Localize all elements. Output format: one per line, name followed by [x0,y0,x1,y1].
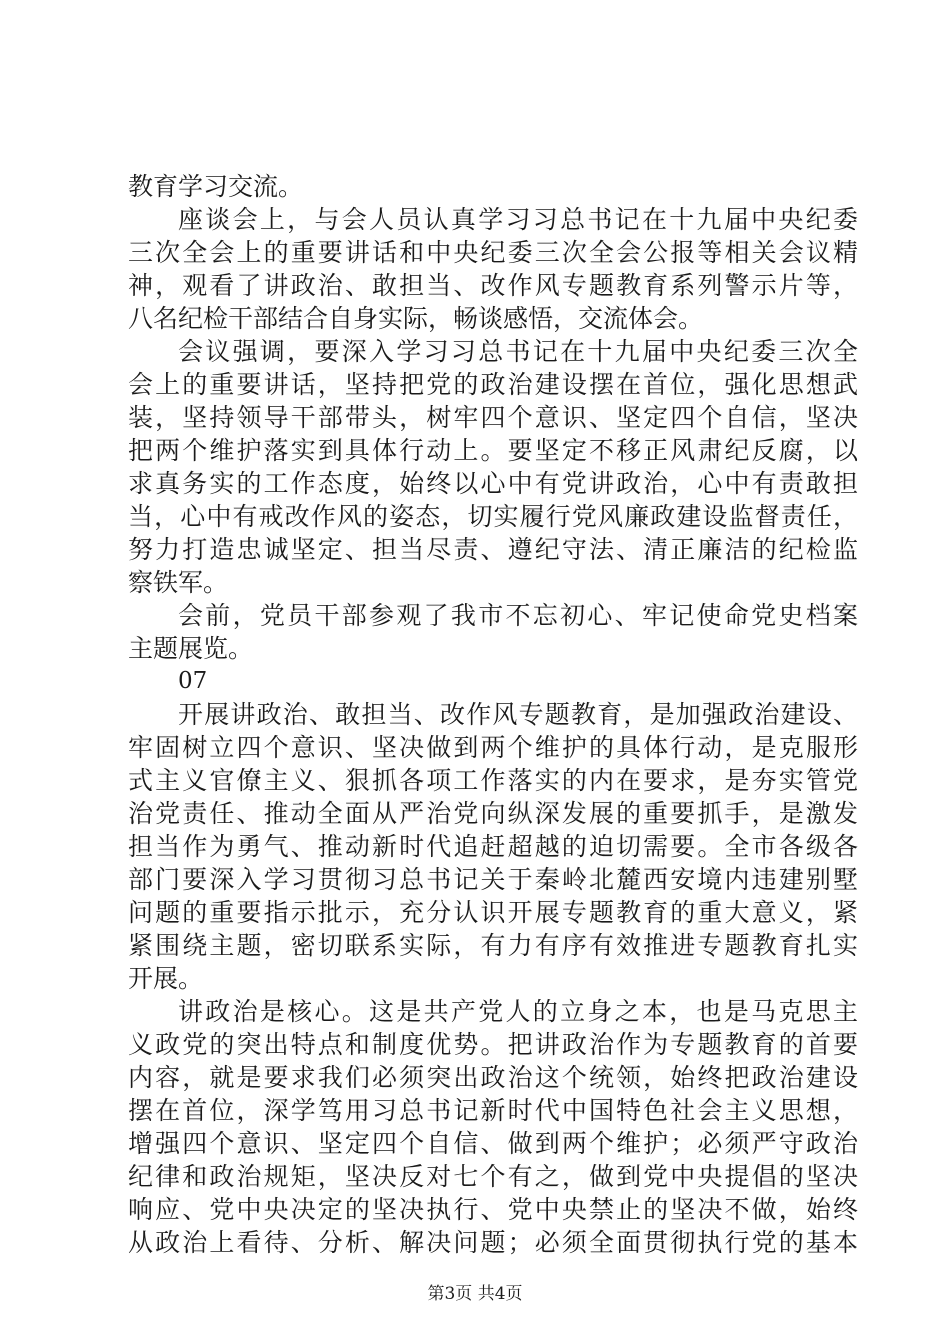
text-line: 紧围绕主题，密切联系实际，有力有序有效推进专题教育扎实 [128,931,858,960]
text-line: 开展。 [128,964,204,993]
text-line: 装，坚持领导干部带头，树牢四个意识、坚定四个自信，坚决 [128,403,858,432]
text-line: 担当作为勇气、推动新时代追赶超越的迫切需要。全市各级各 [128,832,858,861]
page-footer: 第3页 共4页 [427,1284,523,1304]
text-line: 部门要深入学习贯彻习总书记关于秦岭北麓西安境内违建别墅 [128,865,858,894]
text-line: 求真务实的工作态度，始终以心中有党讲政治，心中有责敢担 [128,469,858,498]
text-line: 增强四个意识、坚定四个自信、做到两个维护；必须严守政治 [128,1129,858,1158]
text-line: 问题的重要指示批示，充分认识开展专题教育的重大意义，紧 [128,898,858,927]
text-line: 教育学习交流。 [128,172,304,201]
text-line: 牢固树立四个意识、坚决做到两个维护的具体行动，是克服形 [128,733,858,762]
text-line: 响应、党中央决定的坚决执行、党中央禁止的坚决不做，始终 [128,1195,858,1224]
text-line: 义政党的突出特点和制度优势。把讲政治作为专题教育的首要 [128,1030,858,1059]
text-line: 会议强调，要深入学习习总书记在十九届中央纪委三次全 [178,337,858,366]
text-line: 三次全会上的重要讲话和中央纪委三次全会公报等相关会议精 [128,238,858,267]
text-line: 摆在首位，深学笃用习总书记新时代中国特色社会主义思想， [128,1096,858,1125]
text-line: 把两个维护落实到具体行动上。要坚定不移正风肃纪反腐，以 [128,436,858,465]
text-line: 07 [178,668,208,694]
text-line: 纪律和政治规矩，坚决反对七个有之，做到党中央提倡的坚决 [128,1162,858,1191]
text-line: 神，观看了讲政治、敢担当、改作风专题教育系列警示片等， [128,271,858,300]
text-line: 当，心中有戒改作风的姿态，切实履行党风廉政建设监督责任， [128,502,858,531]
text-line: 式主义官僚主义、狠抓各项工作落实的内在要求，是夯实管党 [128,766,858,795]
text-line: 内容，就是要求我们必须突出政治这个统领，始终把政治建设 [128,1063,858,1092]
text-line: 从政治上看待、分析、解决问题；必须全面贯彻执行党的基本 [128,1228,858,1257]
text-line: 努力打造忠诚坚定、担当尽责、遵纪守法、清正廉洁的纪检监 [128,535,858,564]
text-line: 治党责任、推动全面从严治党向纵深发展的重要抓手，是激发 [128,799,858,828]
text-line: 会前，党员干部参观了我市不忘初心、牢记使命党史档案 [178,601,858,630]
text-line: 察铁军。 [128,568,229,597]
text-line: 开展讲政治、敢担当、改作风专题教育，是加强政治建设、 [178,700,858,729]
text-line: 八名纪检干部结合自身实际，畅谈感悟，交流体会。 [128,304,704,333]
text-line: 会上的重要讲话，坚持把党的政治建设摆在首位，强化思想武 [128,370,858,399]
text-line: 讲政治是核心。这是共产党人的立身之本，也是马克思主 [178,997,858,1026]
text-line: 主题展览。 [128,634,254,663]
document-body [128,170,858,1259]
text-line: 座谈会上，与会人员认真学习习总书记在十九届中央纪委 [178,205,858,234]
